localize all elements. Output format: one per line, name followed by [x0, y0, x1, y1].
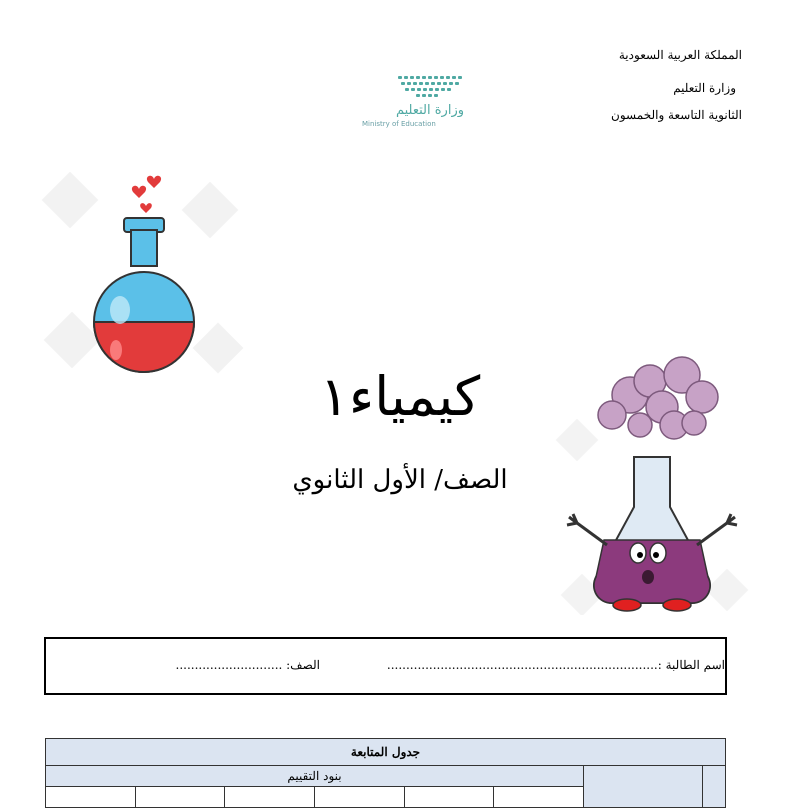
- table-cell: [404, 787, 494, 808]
- table-subheader-row: [46, 766, 726, 787]
- table-title: جدول المتابعة: [46, 739, 726, 766]
- table-cell: [494, 787, 584, 808]
- ministry-logo-mark-icon: [358, 72, 470, 117]
- table-cell: [135, 787, 225, 808]
- table-cell: [703, 766, 726, 808]
- table-title-row: [46, 739, 726, 766]
- ministry-logo-name: وزارة التعليم: [395, 103, 465, 117]
- ministry-logo-english: Ministry of Education: [362, 120, 436, 128]
- table-subheader: بنود التقييم: [46, 766, 584, 787]
- student-info-box: [44, 637, 727, 695]
- table-cell: [46, 787, 136, 808]
- school-line: الثانوية التاسعة والخمسون: [611, 108, 742, 122]
- follow-up-table: [45, 738, 726, 808]
- student-name-field[interactable]: اسم الطالبة :.......................................................................: [386, 658, 725, 672]
- subject-title: كيمياء١: [319, 365, 481, 428]
- student-class-field[interactable]: الصف: ............................: [175, 658, 320, 672]
- ministry-line: وزارة التعليم: [673, 81, 736, 95]
- ministry-logo: [358, 72, 470, 134]
- round-flask-icon: [40, 170, 245, 395]
- grade-subtitle: الصف/ الأول الثانوي: [292, 465, 508, 495]
- kingdom-line: المملكة العربية السعودية: [618, 48, 742, 62]
- cartoon-flask-icon: [552, 345, 752, 615]
- table-cell: [225, 787, 315, 808]
- table-cell: [314, 787, 404, 808]
- table-cell: [584, 766, 703, 808]
